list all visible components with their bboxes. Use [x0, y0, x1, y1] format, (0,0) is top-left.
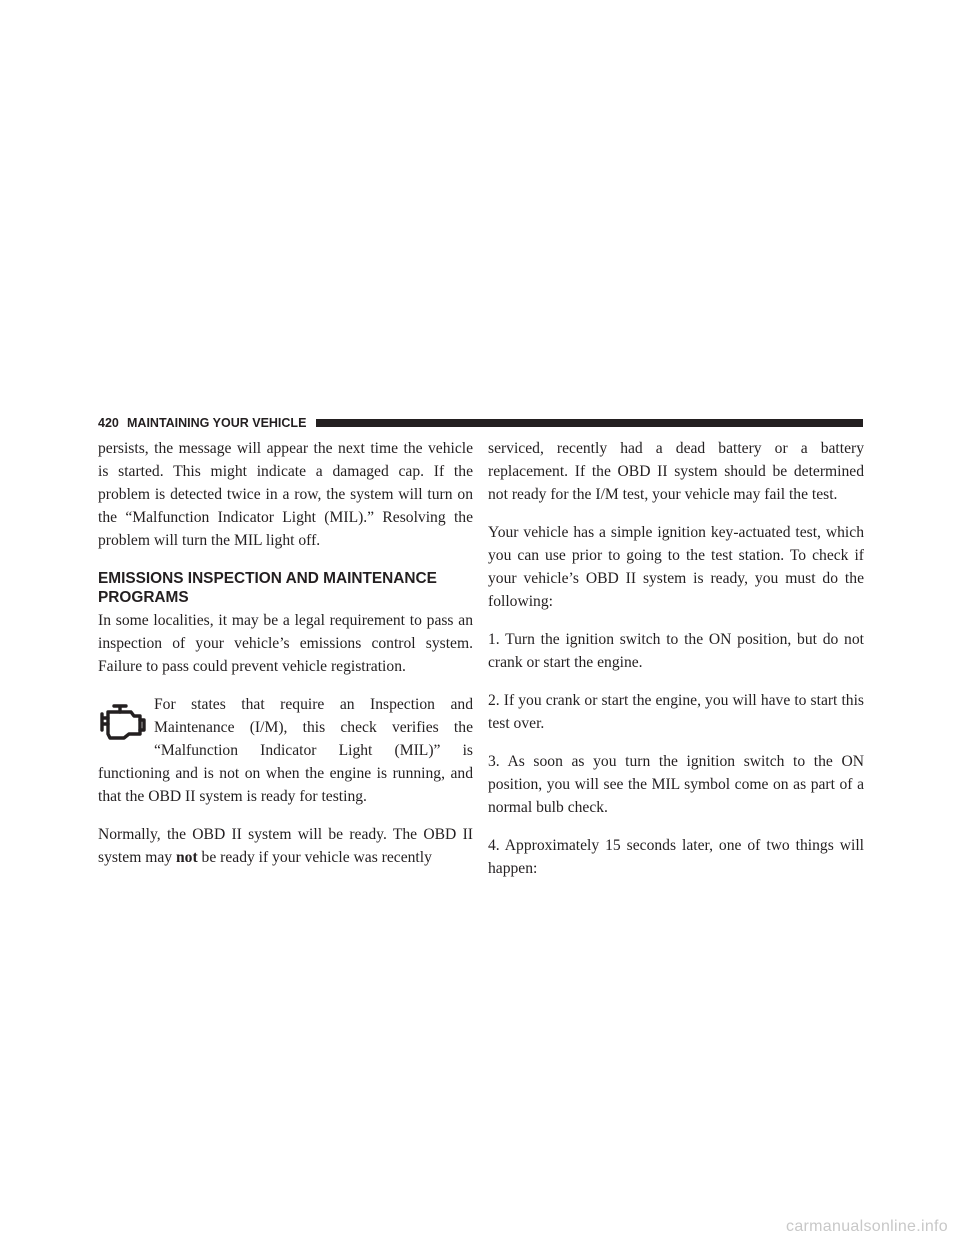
section-title: MAINTAINING YOUR VEHICLE: [127, 416, 307, 430]
watermark: carmanualsonline.info: [786, 1218, 948, 1235]
step-4: 4. Approximately 15 seconds later, one of two things will happen:: [488, 837, 864, 877]
text-segment: Normally, the OBD II system will be ready. The OBD II system may: [98, 826, 473, 866]
text-segment: be ready if your vehicle was recently: [197, 849, 432, 866]
step-1: 1. Turn the ignition switch to the ON position, but do not crank or start the engine.: [488, 631, 864, 671]
paragraph-obd-ready: [98, 823, 473, 869]
paragraph-continued: persists, the message will appear the next time the vehicle is started. This might indicate a damaged cap. If the problem is detected twice in a row, the system will turn on the “Malfunction Indicator Light (MIL).” Resolving the problem will turn the MIL light off.: [98, 440, 473, 549]
page-number: 420: [98, 416, 119, 430]
paragraph-mil-check: For states that require an Inspection and Maintenance (I/M), this check verifies the “Malfunction Indicator Light (MIL)” is functioning and is not on when the engine is running, and that the OBD II system is ready for testing.: [98, 696, 473, 805]
check-engine-icon: [98, 700, 146, 742]
section-heading: EMISSIONS INSPECTION AND MAINTENANCE PROGRAMS: [98, 570, 437, 606]
page-header: [98, 414, 863, 432]
left-column: [98, 437, 473, 884]
paragraph-continued: serviced, recently had a dead battery or a battery replacement. If the OBD II system should be determined not ready for the I/M test, your vehicle may fail the test.: [488, 440, 864, 503]
right-column: [488, 437, 864, 895]
emphasis-not: not: [175, 849, 198, 866]
mil-note: [98, 693, 473, 808]
step-2: 2. If you crank or start the engine, you will have to start this test over.: [488, 692, 864, 732]
step-3: 3. As soon as you turn the ignition switch to the ON position, you will see the MIL symbol come on as part of a normal bulb check.: [488, 753, 864, 816]
paragraph-key-test: Your vehicle has a simple ignition key-actuated test, which you can use prior to going to the test station. To check if your vehicle’s OBD II system is ready, you must do the following:: [488, 524, 864, 610]
header-rule: [316, 419, 863, 427]
paragraph-legal-requirement: In some localities, it may be a legal requirement to pass an inspection of your vehicle’s emissions control system. Failure to pass could prevent vehicle registration.: [98, 612, 473, 675]
